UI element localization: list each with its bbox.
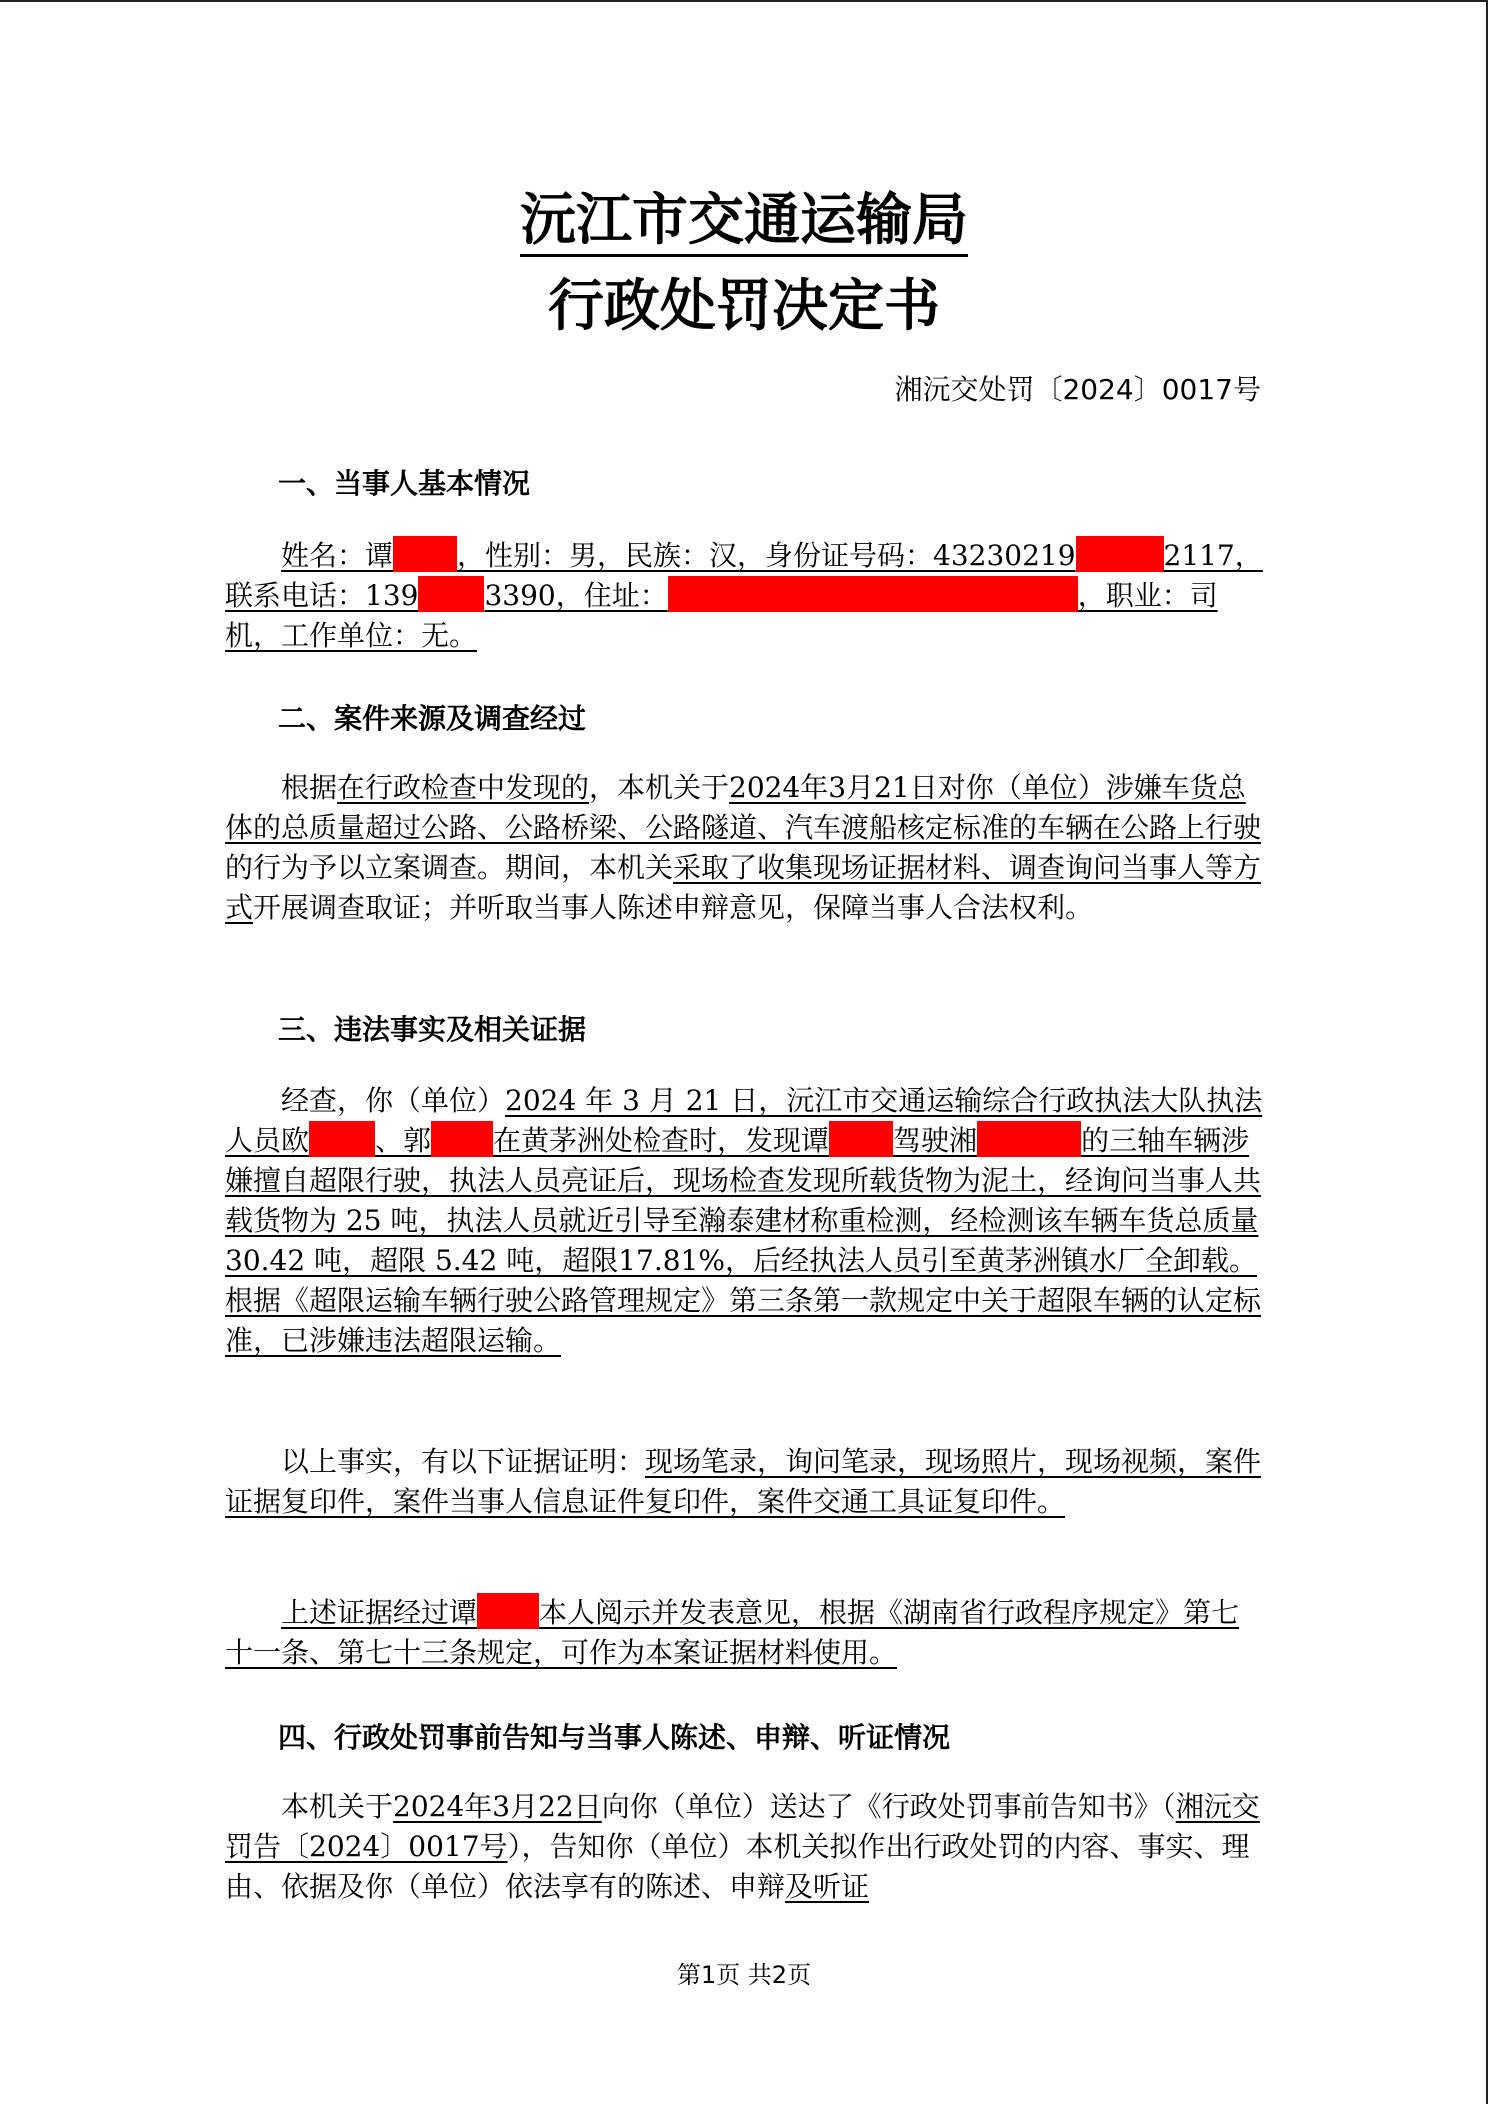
prior-notice-paragraph: 本机关于2024年3月22日向你（单位）送达了《行政处罚事前告知书》（湘沅交罚告〔2024〕0017号），告知你（单位）本机关拟作出行政处罚的内容、事实、理由、依据及你（单位）依法享有的陈述、申辩及听证	[225, 1790, 1260, 1903]
party-info-paragraph	[225, 536, 1265, 656]
page-edge-top	[0, 0, 1488, 2]
redaction-block	[477, 1593, 539, 1629]
redaction-block	[668, 576, 918, 612]
section-heading-prior-notice: 四、行政处罚事前告知与当事人陈述、申辩、听证情况	[278, 1721, 951, 1754]
redaction-block	[418, 576, 484, 612]
violation-facts-text: 2024 年 3 月 21 日，沅江市交通运输综合行政执法大队执法人员欧 、郭 在黄茅洲处检查时，发现谭 驾驶湘 的三轴车辆涉嫌擅自超限行驶，执法人员亮证后，现场检查发现所载货物为泥土，经询问当事人共载货物为 25 吨，执法人员就近引导至瀚泰建材称重检测，经检测该车辆车货总质量 30.42 吨，超限 5.42 吨，超限17.81%，后经执法人员引至黄茅洲镇水厂全卸载。根据《超限运输车辆行驶公路管理规定》第三条第一款规定中关于超限车辆的认定标准，已涉嫌违法超限运输。	[225, 1084, 1263, 1357]
document-title-agency: 沅江市交通运输局	[0, 192, 1488, 257]
redaction-block	[918, 576, 1078, 612]
page-footer: 第1页 共2页	[676, 1961, 812, 1989]
redaction-block	[393, 536, 457, 572]
evidence-review-paragraph	[225, 1593, 1265, 1673]
redaction-block	[431, 1121, 493, 1157]
redaction-block	[1076, 536, 1164, 572]
evidence-review-text: 上述证据经过谭 本人阅示并发表意见，根据《湖南省行政程序规定》第七十一条、第七十三条规定，可作为本案证据材料使用。	[225, 1596, 1239, 1669]
document-title-type: 行政处罚决定书	[548, 273, 940, 339]
violation-facts-paragraph: 经查，你（单位）2024 年 3 月 21 日，沅江市交通运输综合行政执法大队执法人员欧 、郭 在黄茅洲处检查时，发现谭 驾驶湘 的三轴车辆涉嫌擅自超限行驶，执法人员亮证后，现场检查发现所载货物为泥土，经询问当事人共载货物为 25 吨，执法人员就近引导至瀚泰建材称重检测，经检测该车辆车货总质量 30.42 吨，超限 5.42 吨，超限17.81%，后经执法人员引至黄茅洲镇水厂全卸载。根据《超限运输车辆行驶公路管理规定》第三条第一款规定中关于超限车辆的认定标准，已涉嫌违法超限运输。	[225, 1084, 1263, 1357]
case-source-paragraph: 根据在行政检查中发现的，本机关于2024年3月21日对你（单位）涉嫌车货总体的总质量超过公路、公路桥梁、公路隧道、汽车渡船核定标准的车辆在公路上行驶的行为予以立案调查。期间，本机关采取了收集现场证据材料、调查询问当事人等方式开展调查取证；并听取当事人陈述申辩意见，保障当事人合法权利。	[225, 771, 1262, 924]
section-heading-case-source: 二、案件来源及调查经过	[278, 702, 587, 735]
document-number: 湘沅交处罚〔2024〕0017号	[894, 373, 1261, 406]
section-heading-violation-facts: 三、违法事实及相关证据	[278, 1013, 587, 1046]
section-heading-party-info: 一、当事人基本情况	[278, 467, 531, 500]
redaction-block	[977, 1121, 1081, 1157]
evidence-list-paragraph: 以上事实，有以下证据证明：现场笔录，询问笔录，现场照片，现场视频，案件证据复印件，案件当事人信息证件复印件，案件交通工具证复印件。	[225, 1445, 1262, 1518]
party-info-text: 姓名：谭 ，性别：男，民族：汉，身份证号码：43230219 2117，联系电话：139 3390，住址： ，职业：司机，工作单位：无。	[225, 539, 1263, 652]
redaction-block	[309, 1121, 375, 1157]
redaction-block	[829, 1121, 893, 1157]
